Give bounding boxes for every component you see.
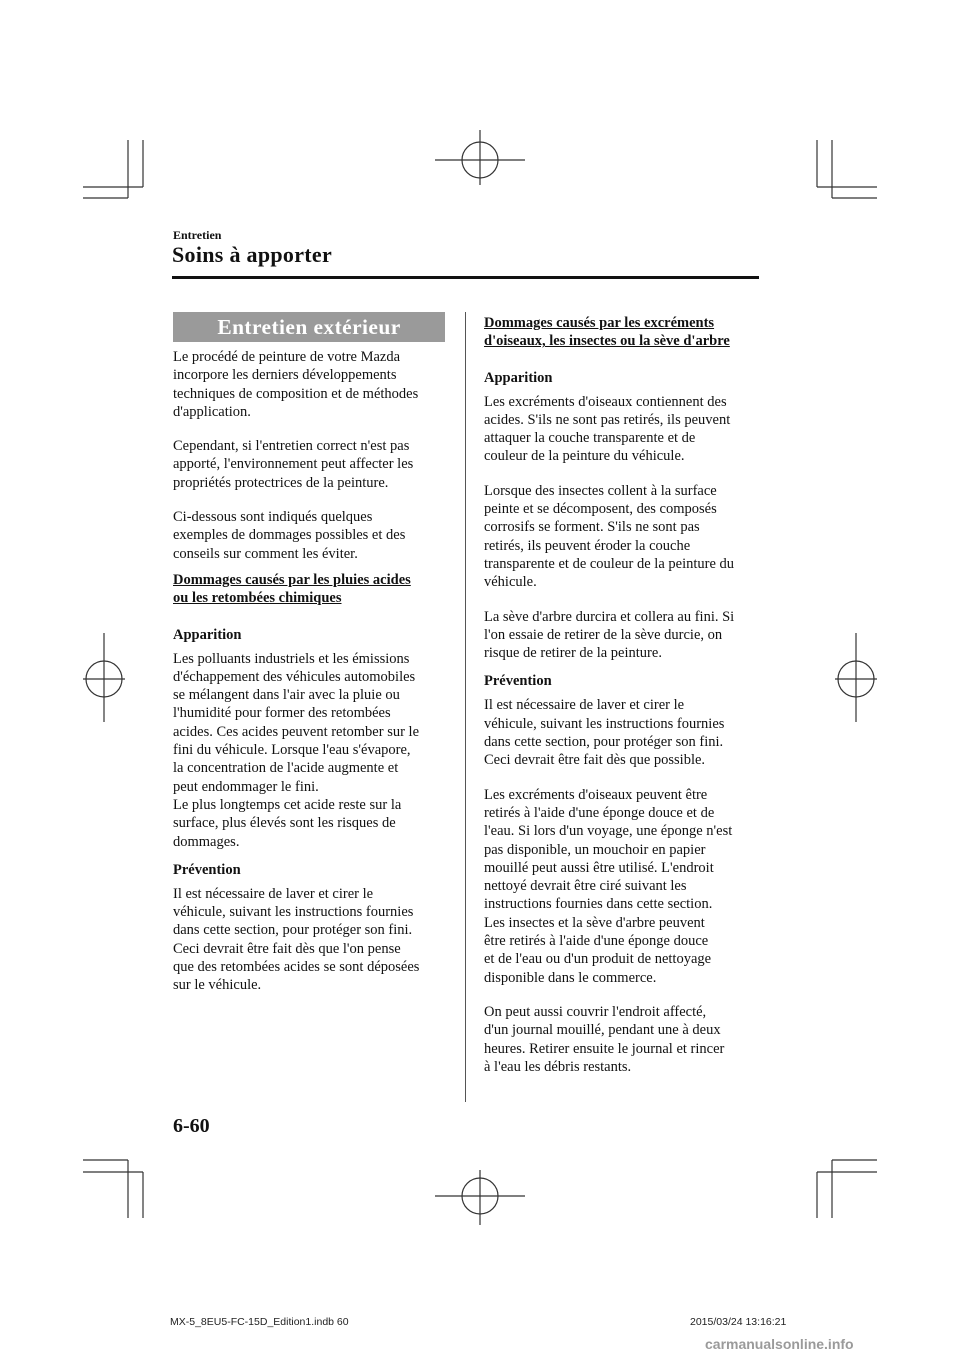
intro-paragraph: Ci-dessous sont indiqués quelques exemples de dommages possibles et des conseils sur comment les éviter. xyxy=(173,509,406,562)
apparition-label: Apparition xyxy=(173,626,242,643)
apparition-paragraph: Lorsque des insectes collent à la surface peinte et se décomposent, des composés corrosifs se forment. S'ils ne sont pas retirés, ils peuvent éroder la couche transparente et de couleur de la peinture du véhicule. xyxy=(484,482,735,591)
footer-file-name: MX-5_8EU5-FC-15D_Edition1.indb 60 xyxy=(170,1316,349,1328)
title-rule xyxy=(172,276,759,279)
crop-mark-bottom-left xyxy=(83,1160,143,1218)
registration-mark-right xyxy=(835,633,877,722)
crop-mark-bottom-right xyxy=(817,1160,877,1218)
bird-droppings-heading: Dommages causés par les excréments d'oiseaux, les insectes ou la sève d'arbre xyxy=(484,315,730,350)
prevention-label: Prévention xyxy=(484,673,552,690)
apparition-text: Les polluants industriels et les émissions d'échappement des véhicules automobiles se mélangent dans l'air avec la pluie ou l'humidité pour former des retombées acides. Ces acides peuvent retomber sur le fini du véhicule. Lorsque l'eau s'évapore, la concentration de l'acide augmente et peut endommager le fini. Le plus longtemps cet acide reste sur la surface, plus élevés sont les risques de dommages. xyxy=(173,650,420,850)
right-column xyxy=(484,314,756,1092)
watermark: carmanualsonline.info xyxy=(705,1336,854,1352)
prevention-paragraph: Il est nécessaire de laver et cirer le véhicule, suivant les instructions fournies dans cette section, pour protéger son fini. Ceci devrait être fait dès que possible. xyxy=(484,697,725,769)
registration-mark-bottom xyxy=(435,1170,525,1225)
page-number: 6-60 xyxy=(173,1115,210,1137)
prevention-text: Il est nécessaire de laver et cirer le véhicule, suivant les instructions fournies dans cette section, pour protéger son fini. Ceci devrait être fait dès que l'on pense que des retombées acides se sont déposées sur le véhicule. xyxy=(173,885,420,994)
footer-timestamp: 2015/03/24 13:16:21 xyxy=(690,1316,787,1328)
acid-rain-heading: Dommages causés par les pluies acides ou les retombées chimiques xyxy=(173,571,411,607)
apparition-paragraph: Les excréments d'oiseaux contiennent des acides. S'ils ne sont pas retirés, ils peuvent attaquer la couche transparente et de couleur de la peinture du véhicule. xyxy=(484,393,731,465)
crop-mark-top-right xyxy=(817,140,877,198)
intro-paragraph: Le procédé de peinture de votre Mazda incorpore les derniers développements techniques de composition et de méthodes d'application. xyxy=(173,349,419,420)
section-banner: Entretien extérieur xyxy=(173,312,445,342)
prevention-paragraph: On peut aussi couvrir l'endroit affecté, d'un journal mouillé, pendant une à deux heures. Retirer ensuite le journal et rincer à l'eau les débris restants. xyxy=(484,1003,725,1075)
crop-mark-top-left xyxy=(83,140,143,198)
prevention-label: Prévention xyxy=(173,861,241,878)
page-title: Soins à apporter xyxy=(172,242,333,267)
registration-mark-top xyxy=(435,130,525,185)
registration-mark-left xyxy=(83,633,125,722)
section-label: Entretien xyxy=(173,228,222,242)
column-divider xyxy=(465,312,466,1102)
apparition-paragraph: La sève d'arbre durcira et collera au fini. Si l'on essaie de retirer de la sève durcie, on risque de retirer de la peinture. xyxy=(484,608,735,662)
intro-paragraph: Cependant, si l'entretien correct n'est pas apporté, l'environnement peut affecter les propriétés protectrices de la peinture. xyxy=(173,438,414,491)
left-column xyxy=(173,312,445,1011)
prevention-paragraph: Les excréments d'oiseaux peuvent être retirés à l'aide d'une éponge douce et de l'eau. Si lors d'un voyage, une éponge n'est pas disponible, un mouchoir en papier mouillé peut aussi être utilisé. L'endroit nettoyé devrait être ciré suivant les instructions fournies dans cette section. Les insectes et la sève d'arbre peuvent être retirés à l'aide d'une éponge douce et de l'eau ou d'un produit de nettoyage disponible dans le commerce. xyxy=(484,786,733,986)
apparition-label: Apparition xyxy=(484,369,553,386)
